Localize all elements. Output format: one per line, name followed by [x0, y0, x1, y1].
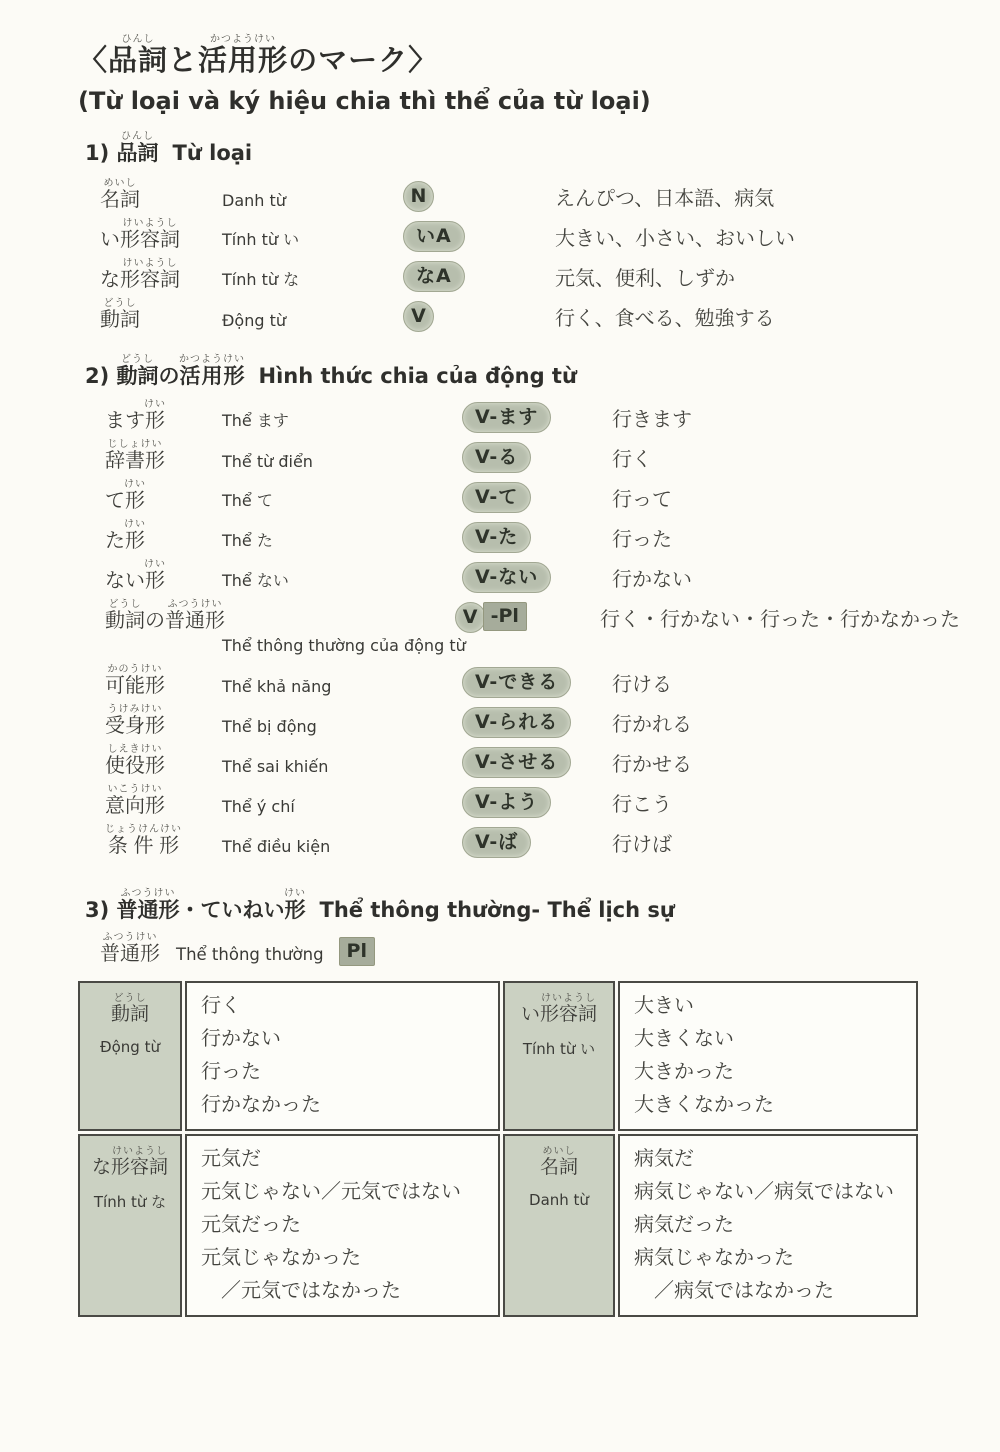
section2-heading-jp1: 動詞どうし [116, 354, 159, 388]
conj-row [105, 516, 960, 553]
form-name-jp: て形けい [105, 479, 146, 512]
section1-heading [85, 131, 960, 167]
section3-heading-jp2: 形けい [284, 888, 307, 922]
form-name-vi [222, 631, 455, 633]
form-example: 行けば [612, 832, 672, 856]
form-line: 元気だった [201, 1212, 301, 1236]
form-example: 行かない [612, 567, 692, 591]
table-cell-noun-forms [618, 1134, 918, 1317]
conj-row [105, 781, 960, 818]
pos-row [100, 255, 960, 292]
form-line: 病気だ [634, 1146, 694, 1170]
form-badge: V-ば [462, 827, 531, 858]
plain-form-vi-label: Thể thông thường của động từ [222, 636, 466, 655]
section3-heading [85, 888, 960, 924]
form-name-jp: た形けい [105, 519, 146, 552]
form-line: 行った [201, 1059, 261, 1083]
plain-form-intro [100, 932, 960, 966]
pos-name-vi: Tính từ い [222, 230, 300, 249]
header-jp: い形容詞けいようし [520, 993, 598, 1025]
form-line: 元気だ [201, 1146, 261, 1170]
conj-row [105, 701, 960, 738]
form-name-jp: ます形けい [105, 399, 166, 432]
section2-heading [85, 354, 960, 390]
form-badge: V-られる [462, 707, 571, 738]
form-badge: V-できる [462, 667, 571, 698]
form-name-jp: ない形けい [105, 559, 166, 592]
conj-row-plain-form [105, 596, 960, 633]
header-vi: Tính từ い [522, 1040, 596, 1058]
conj-row [105, 741, 960, 778]
form-name-vi: Thể た [222, 531, 273, 550]
table-header-i-adjective [503, 981, 615, 1131]
section1-number: 1) [85, 141, 110, 165]
pos-name-vi: Tính từ な [222, 270, 300, 289]
page-subtitle: (Từ loại và ký hiệu chia thì thể của từ loại) [78, 87, 651, 115]
table-cell-na-adjective-forms [185, 1134, 500, 1317]
form-name-jp: 条件形じょうけんけい [105, 824, 182, 857]
form-line: 元気じゃない／元気ではない [201, 1179, 461, 1203]
form-name-jp: 意向形いこうけい [105, 784, 165, 817]
section2-number: 2) [85, 364, 110, 388]
section2-heading-jp2: 活用形かつようけい [179, 354, 246, 388]
form-name-vi: Thể ない [222, 571, 289, 590]
form-line: 元気じゃなかった [201, 1245, 361, 1269]
conj-row [105, 556, 960, 593]
section2-heading-vi: Hình thức chia của động từ [258, 364, 577, 388]
form-line: 大きかった [634, 1059, 734, 1083]
pos-examples: 大きい、小さい、おいしい [555, 226, 795, 250]
title-tail: のマーク〉 [288, 43, 439, 77]
pos-name-jp: 名詞めいし [100, 178, 140, 211]
pos-badge: いA [403, 221, 465, 252]
header-jp: 名詞めいし [539, 1146, 578, 1178]
form-line: ／元気ではなかった [201, 1278, 401, 1302]
conj-row [105, 396, 960, 433]
form-example: 行こう [612, 792, 672, 816]
form-name-vi: Thể て [222, 491, 273, 510]
form-badge-v: V [455, 602, 486, 633]
table-row [78, 1134, 918, 1317]
title-word-katsuyoukei: 活用形かつようけい [198, 34, 289, 77]
pos-examples: 元気、便利、しずか [555, 266, 735, 290]
part-of-speech-list [100, 175, 960, 332]
verb-conjugation-list [105, 396, 960, 858]
form-badge: V-よう [462, 787, 551, 818]
form-name-vi: Thể ý chí [222, 797, 295, 816]
pos-badge: N [403, 181, 434, 212]
pos-badge: V [403, 301, 434, 332]
plain-form-badge: Pl [339, 937, 375, 966]
form-example: 行かれる [612, 712, 692, 736]
form-line: 大きい [634, 993, 694, 1017]
plain-form-table [75, 978, 921, 1320]
form-name-vi: Thể sai khiến [222, 757, 329, 776]
form-name-jp: 動詞どうしの普通形ふつうけい [105, 599, 225, 632]
header-vi: Tính từ な [93, 1193, 167, 1211]
form-line: 病気だった [634, 1212, 734, 1236]
form-line: 病気じゃなかった [634, 1245, 794, 1269]
form-name-jp: 受身形うけみけい [105, 704, 165, 737]
table-cell-i-adjective-forms [618, 981, 918, 1131]
plain-form-jp: 普通形ふつうけい [100, 932, 160, 965]
form-badge: V-させる [462, 747, 571, 778]
form-name-vi: Thể ます [222, 411, 289, 430]
form-example: 行く・行かない・行った・行かなかった [600, 607, 960, 631]
table-header-verb [78, 981, 182, 1131]
plain-form-vi: Thể thông thường [176, 945, 324, 964]
conj-row [105, 476, 960, 513]
pos-examples: 行く、食べる、勉強する [555, 306, 775, 330]
form-badge: V-た [462, 522, 531, 553]
form-badge: V-て [462, 482, 531, 513]
pos-name-jp: 動詞どうし [100, 298, 140, 331]
title-word-hinshi: 品詞ひんし [108, 34, 169, 77]
header-jp: 動詞どうし [110, 993, 149, 1025]
form-name-vi: Thể bị động [222, 717, 317, 736]
form-badge: V-ます [462, 402, 551, 433]
table-cell-verb-forms [185, 981, 500, 1131]
form-line: 病気じゃない／病気ではない [634, 1179, 894, 1203]
form-example: 行かせる [612, 752, 692, 776]
form-line: 大きくない [634, 1026, 734, 1050]
conj-row [105, 436, 960, 473]
form-badge: V-ない [462, 562, 551, 593]
form-name-jp: 使役形しえきけい [105, 744, 165, 777]
conj-row [105, 821, 960, 858]
conj-row [105, 661, 960, 698]
form-line: 行かない [201, 1026, 281, 1050]
pos-badge: なA [403, 261, 465, 292]
form-line: ／病気ではなかった [634, 1278, 834, 1302]
form-name-vi: Thể điều kiện [222, 837, 331, 856]
section3-heading-jp1: 普通形ふつうけい [116, 888, 180, 922]
page-title [78, 34, 960, 79]
form-line: 行く [201, 993, 241, 1017]
table-header-noun [503, 1134, 615, 1317]
pos-row [100, 215, 960, 252]
pos-row [100, 175, 960, 212]
pos-name-vi: Danh từ [222, 191, 286, 210]
form-name-jp: 可能形かのうけい [105, 664, 165, 697]
form-badge-pl: -Pl [483, 602, 527, 631]
table-row [78, 981, 918, 1131]
form-name-jp: 辞書形じしょけい [105, 439, 165, 472]
header-jp: な形容詞けいようし [91, 1146, 169, 1178]
table-header-na-adjective [78, 1134, 182, 1317]
title-bracket-open: 〈 [78, 43, 109, 77]
section2-connector: の [158, 364, 180, 388]
form-example: 行ける [612, 672, 672, 696]
section1-heading-jp: 品詞ひんし [116, 131, 159, 165]
form-name-vi: Thể khả năng [222, 677, 332, 696]
section3-heading-vi: Thể thông thường- Thể lịch sự [319, 898, 675, 922]
header-vi: Danh từ [529, 1191, 589, 1209]
section3-heading-mid: ・ていねい [179, 898, 285, 922]
pos-name-jp: い形容詞けいようし [100, 218, 180, 251]
form-name-vi: Thể từ điển [222, 452, 313, 471]
form-line: 行かなかった [201, 1092, 321, 1116]
pos-name-jp: な形容詞けいようし [100, 258, 180, 291]
section1-heading-vi: Từ loại [172, 141, 253, 165]
form-example: 行った [612, 527, 672, 551]
form-example: 行きます [612, 407, 692, 431]
header-vi: Động từ [100, 1038, 160, 1056]
form-badge: V-る [462, 442, 531, 473]
pos-name-vi: Động từ [222, 311, 286, 330]
section3-number: 3) [85, 898, 110, 922]
form-example: 行く [612, 447, 652, 471]
pos-row [100, 295, 960, 332]
pos-examples: えんぴつ、日本語、病気 [555, 186, 775, 210]
form-example: 行って [612, 487, 672, 511]
title-connector: と [168, 43, 199, 77]
form-line: 大きくなかった [634, 1092, 774, 1116]
